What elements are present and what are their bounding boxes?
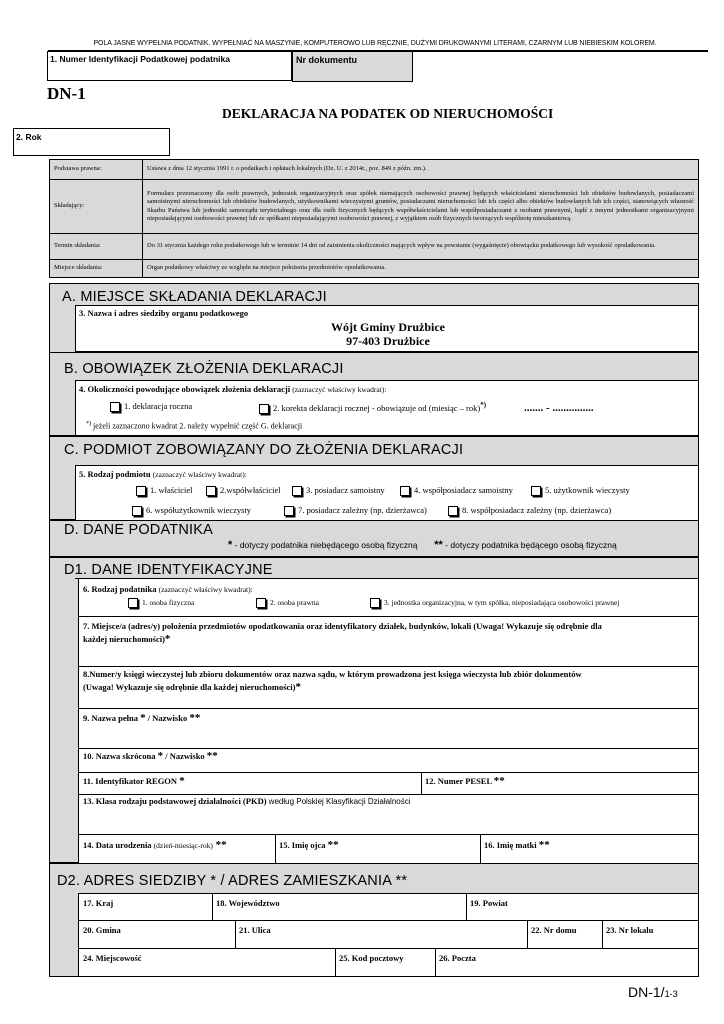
row-rule (78, 666, 698, 667)
nip-field[interactable] (47, 51, 292, 81)
legal-basis-text: Ustawa z dnia 12 stycznia 1991 r. o podatkach i opłatach lokalnych (Dz. U. z 2014r., poz. 849 z późn. zm.). (143, 160, 699, 180)
entity-option-5[interactable]: 5. użytkownik wieczysty (531, 485, 630, 496)
page-footer (628, 984, 678, 1000)
checkbox-icon[interactable] (284, 506, 294, 516)
legal-info-table (49, 159, 699, 278)
post-office-field[interactable]: 26. Poczta (439, 953, 476, 963)
checkbox-icon[interactable] (370, 598, 380, 608)
checkbox-icon[interactable] (128, 598, 138, 608)
section-d2-title: D2. ADRES SIEDZIBY * / ADRES ZAMIESZKANIA ** (57, 873, 408, 889)
deadline-text: Do 31 stycznia każdego roku podatkowego lub w terminie 14 dni od zaistnienia okoliczności mających wpływ na powstanie (wygaśnięcie) obowiązku podatkowego lub wysokość opodatkowania. (143, 234, 699, 260)
col-rule (466, 893, 467, 920)
row-rule (78, 948, 698, 949)
entity-option-1[interactable]: 1. właściciel (136, 485, 192, 496)
checkbox-icon[interactable] (292, 486, 302, 496)
section-d1-title: D1. DANE IDENTYFIKACYJNE (64, 562, 273, 578)
county-field[interactable]: 19. Powiat (470, 898, 508, 908)
place-text: Organ podatkowy właściwy ze względu na miejsce położenia przedmiotów opodatkowania. (143, 260, 699, 278)
col-rule (421, 772, 422, 794)
pkd-label[interactable]: 13. Klasa rodzaju podstawowej działalności (PKD) według Polskiej Klasyfikacji Działalności (83, 796, 411, 806)
section-b-title: B. OBOWIĄZEK ZŁOŻENIA DEKLARACJI (64, 361, 344, 377)
footer-form-code: DN-1/ (628, 984, 665, 1000)
col-rule (527, 920, 528, 948)
checkbox-icon[interactable] (400, 486, 410, 496)
taxpayer-type-option-3[interactable]: 3. jednostka organizacyjna, w tym spółka, nieposiadająca osobowości prawnej (370, 597, 619, 608)
office-field (75, 305, 699, 352)
property-location-label-2: każdej nieruchomości)* (83, 633, 171, 645)
year-field[interactable] (13, 128, 170, 156)
col-rule (480, 834, 481, 863)
city-field[interactable]: 24. Miejscowość (83, 953, 142, 963)
section-d-title: D. DANE PODATNIKA (64, 522, 213, 538)
form-title: DEKLARACJA NA PODATEK OD NIERUCHOMOŚCI (222, 106, 554, 121)
nip-label: 1. Numer Identyfikacji Podatkowej podatnika (50, 54, 230, 64)
checkbox-icon[interactable] (531, 486, 541, 496)
mother-name-label[interactable]: 16. Imię matki ** (484, 839, 550, 851)
col-rule (602, 920, 603, 948)
row-rule (78, 772, 698, 773)
year-label: 2. Rok (16, 132, 42, 142)
obligation-option-2[interactable]: 2. korekta deklaracji rocznej - obowiązuje od (miesiąc – rok)*) (259, 401, 486, 414)
row-rule (78, 920, 698, 921)
full-name-label[interactable]: 9. Nazwa pełna * / Nazwisko ** (83, 712, 201, 724)
entity-option-7[interactable]: 7. posiadacz zależny (np. dzierżawca) (284, 505, 427, 516)
obligation-label: 4. Okoliczności powodujące obowiązek złożenia deklaracji (zaznaczyć właściwy kwadrat): (79, 384, 387, 394)
deadline-label: Termin składania: (50, 234, 143, 260)
col-rule (435, 948, 436, 976)
section-a-title: A. MIEJSCE SKŁADANIA DEKLARACJI (62, 289, 327, 305)
entity-option-3[interactable]: 3. posiadacz samoistny (292, 485, 385, 496)
taxpayer-type-option-2[interactable]: 2. osoba prawna (256, 597, 319, 608)
birth-date-label[interactable]: 14. Data urodzenia (dzień-miesiąc-rok) ** (83, 839, 227, 851)
entity-option-8[interactable]: 8. współposiadacz zależny (np. dzierżawca) (448, 505, 611, 516)
row-rule (78, 834, 698, 835)
form-code: DN-1 (47, 84, 86, 103)
footer-page: 1-3 (664, 989, 678, 999)
office-name: Wójt Gminy Drużbice (331, 320, 445, 334)
section-c-title: C. PODMIOT ZOBOWIĄZANY DO ZŁOŻENIA DEKLARACJI (64, 442, 464, 458)
street-field[interactable]: 21. Ulica (239, 925, 271, 935)
land-register-label-2: (Uwaga! Wykazuje się odrębnie dla każdej nieruchomości)* (83, 681, 301, 693)
submitter-label: Składający: (50, 180, 143, 234)
taxpayer-type-label: 6. Rodzaj podatnika (zaznaczyć właściwy kwadrat): (83, 584, 253, 594)
checkbox-icon[interactable] (259, 404, 269, 414)
submitter-text: Formularz przeznaczony dla osób prawnych, jednostek organizacyjnych oraz spółek niemających osobowości prawnej będących właścicielami nieruchomości lub obiektów budowlanych, posiadaczami samoistnymi nieruchomości lub obiektów budowlanych, użytkownikami wieczystymi gruntów, posiadaczami nieruchomości lub ich części albo obiektów budowlanych lub ich części, stanowiących własność Skarbu Państwa lub jednostki samorządu terytorialnego oraz dla osób fizycznych będących współwłaścicielami lub współposiadaczami z osobami prawnymi, bądź z innymi jednostkami organizacyjnymi nieposiadającymi osobowości prawnej lub ze spółkami nieposiadającymi osobowości prawnej, z wyjątkiem osób fizycznych tworzących wspólnotę mieszkaniową. (143, 180, 699, 234)
section-d-legend: * - dotyczy podatnika niebędącego osobą fizyczną ** - dotyczy podatnika będącego osobą fizyczną (228, 539, 617, 551)
taxpayer-type-option-1[interactable]: 1. osoba fizyczna (128, 597, 194, 608)
row-rule (78, 708, 698, 709)
row-rule (78, 794, 698, 795)
d1-inner-left (78, 579, 79, 863)
checkbox-icon[interactable] (448, 506, 458, 516)
legal-basis-label: Podstawa prawna: (50, 160, 143, 180)
short-name-label[interactable]: 10. Nazwa skrócona * / Nazwisko ** (83, 750, 218, 762)
postal-code-field[interactable]: 25. Kod pocztowy (339, 953, 404, 963)
doc-number-field (292, 51, 413, 82)
col-rule (335, 948, 336, 976)
entity-field (75, 465, 699, 522)
country-field[interactable]: 17. Kraj (83, 898, 114, 908)
obligation-option-1[interactable]: 1. deklaracja roczna (110, 401, 192, 412)
col-rule (212, 893, 213, 920)
checkbox-icon[interactable] (110, 402, 120, 412)
row-rule (78, 616, 698, 617)
entity-option-2[interactable]: 2.współwłaściciel (206, 485, 281, 496)
checkbox-icon[interactable] (136, 486, 146, 496)
apartment-number-field[interactable]: 23. Nr lokalu (606, 925, 654, 935)
entity-option-4[interactable]: 4. współposiadacz samoistny (400, 485, 513, 496)
obligation-field (75, 380, 699, 436)
office-address: 97-403 Drużbice (346, 334, 430, 348)
father-name-label[interactable]: 15. Imię ojca ** (279, 839, 339, 851)
office-label: 3. Nazwa i adres siedziby organu podatkowego (79, 308, 249, 318)
place-label: Miejsce składania: (50, 260, 143, 278)
top-notice: POLA JASNE WYPEŁNIA PODATNIK. WYPEŁNIAĆ NA MASZYNIE, KOMPUTEROWO LUB RĘCZNIE, DUŻYMI DRUKOWANYMI LITERAMI, CZARNYM LUB NIEBIESKIM KOLOREM. (93, 40, 657, 47)
commune-field[interactable]: 20. Gmina (83, 925, 121, 935)
voivodeship-field[interactable]: 18. Województwo (216, 898, 280, 908)
col-rule (235, 920, 236, 948)
correction-date[interactable]: ....... - ............... (524, 402, 594, 414)
checkbox-icon[interactable] (256, 598, 266, 608)
house-number-field[interactable]: 22. Nr domu (531, 925, 577, 935)
property-location-label[interactable]: 7. Miejsce/a (adres/y) położenia przedmiotów opodatkowania oraz identyfikatory działek, budynków, lokali (Uwaga! Wykazuje się odrębnie dla (83, 621, 602, 631)
row-rule (78, 748, 698, 749)
regon-label[interactable]: 11. Identyfikator REGON * (83, 775, 185, 787)
checkbox-icon[interactable] (132, 506, 142, 516)
land-register-label[interactable]: 8.Numer/y księgi wieczystej lub zbioru dokumentów oraz nazwa sądu, w którym prowadzona jest księga wieczysta lub zbiór dokumentów (83, 669, 582, 679)
pesel-label[interactable]: 12. Numer PESEL ** (425, 775, 505, 787)
col-rule (275, 834, 276, 863)
doc-number-label: Nr dokumentu (296, 55, 358, 65)
entity-label: 5. Rodzaj podmiotu (zaznaczyć właściwy kwadrat): (79, 469, 247, 479)
entity-option-6[interactable]: 6. współużytkownik wieczysty (132, 505, 251, 516)
obligation-footnote: *) jeżeli zaznaczono kwadrat 2. należy wypełnić część G. deklaracji (86, 421, 303, 431)
d2-fields (78, 893, 698, 976)
checkbox-icon[interactable] (206, 486, 216, 496)
